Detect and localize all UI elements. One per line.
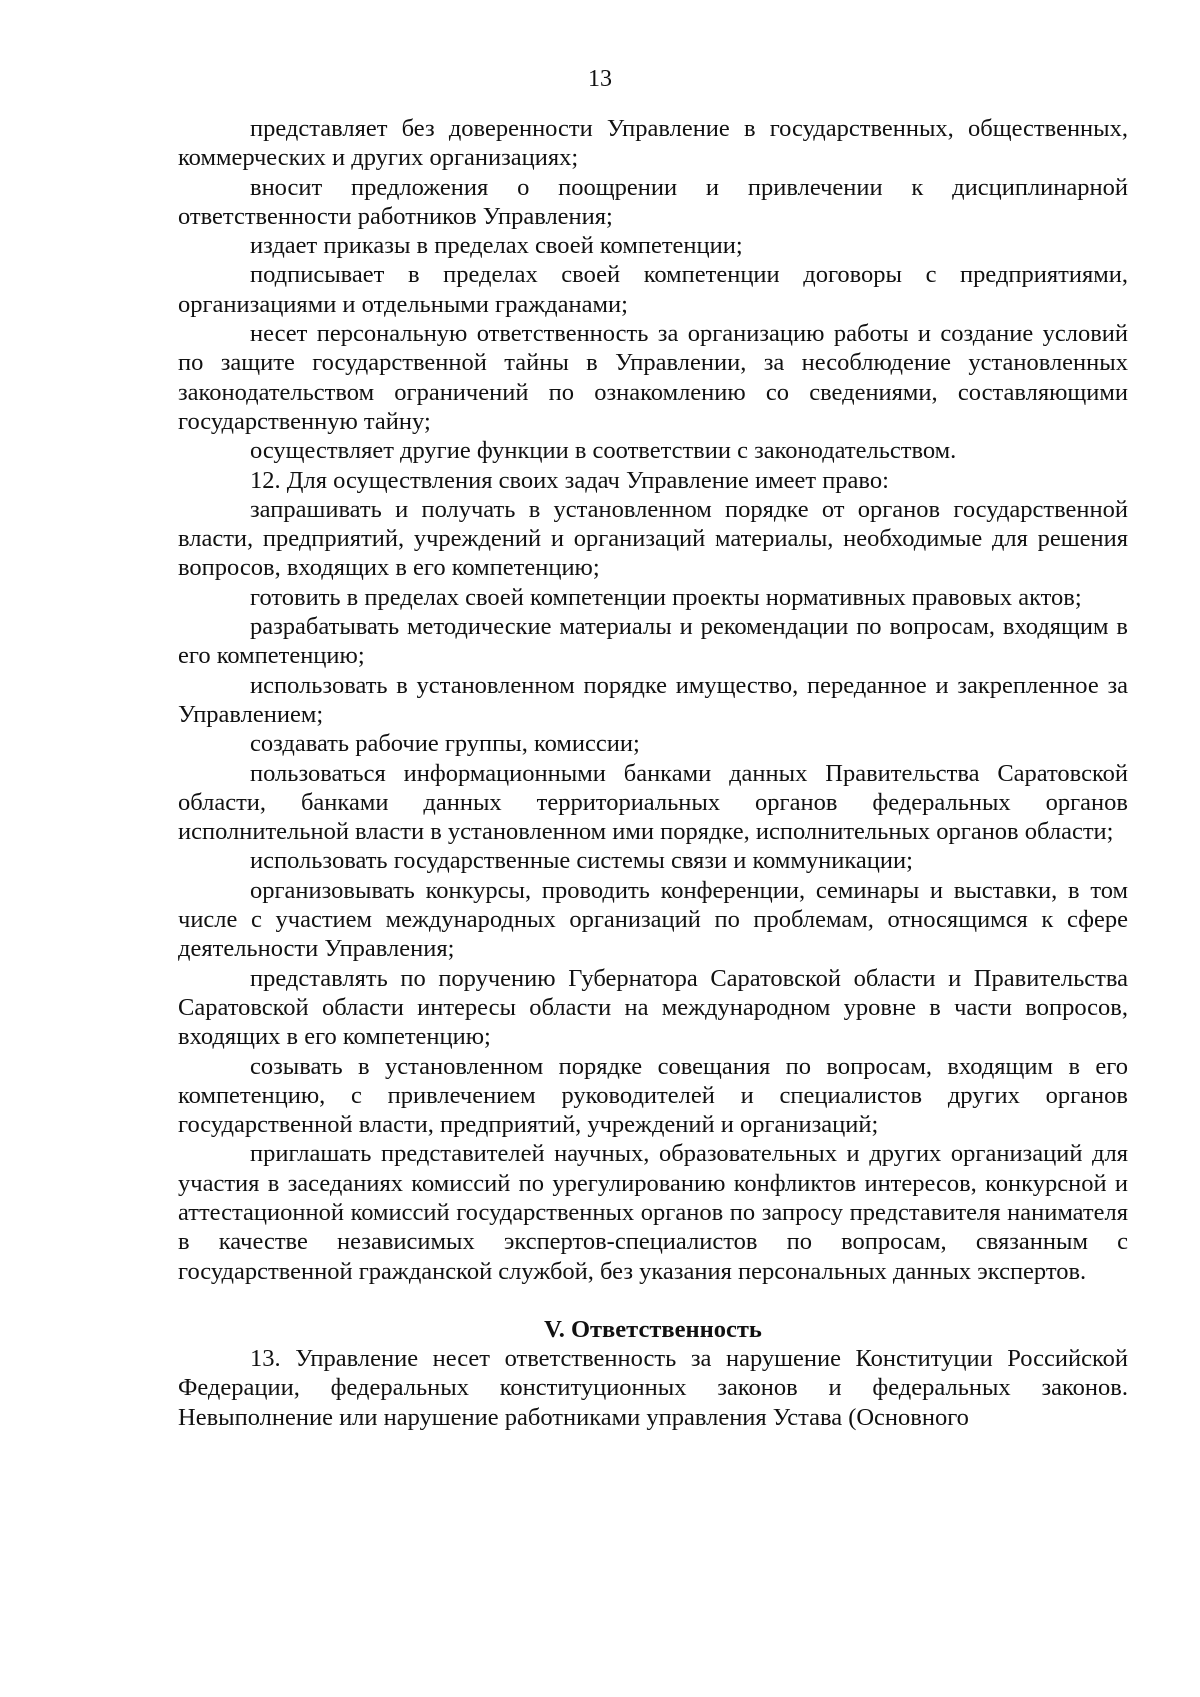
paragraph: готовить в пределах своей компетенции проекты нормативных правовых актов; <box>250 583 1082 611</box>
document-body <box>178 114 1128 1432</box>
paragraph: пользоваться информационными банками данных Правительства Саратовской области, банками данных территориальных органов федеральных органов исполнительной власти в установленном ими порядке, исполнительных органов области; <box>178 759 1128 846</box>
paragraph: осуществляет другие функции в соответствии с законодательством. <box>250 437 957 465</box>
paragraph: несет персональную ответственность за организацию работы и создание условий по защите государственной тайны в Управлении, за несоблюдение установленных законодательством ограничений по ознакомлению со сведениями, составляющими государственную тайну; <box>178 320 1128 435</box>
paragraph: подписывает в пределах своей компетенции договоры с предприятиями, организациями и отдельными гражданами; <box>178 261 1128 318</box>
paragraph: вносит предложения о поощрении и привлечении к дисциплинарной ответственности работников Управления; <box>178 173 1128 230</box>
paragraph: издает приказы в пределах своей компетенции; <box>250 232 743 260</box>
page-number: 13 <box>588 66 612 92</box>
paragraph: запрашивать и получать в установленном порядке от органов государственной власти, предприятий, учреждений и организаций материалы, необходимые для решения вопросов, входящих в его компетенцию; <box>178 495 1128 582</box>
paragraph: использовать государственные системы связи и коммуникации; <box>250 847 913 875</box>
paragraph: представляет без доверенности Управление в государственных, общественных, коммерческих и других организациях; <box>178 115 1128 172</box>
paragraph: разрабатывать методические материалы и рекомендации по вопросам, входящим в его компетенцию; <box>178 613 1128 670</box>
paragraph: 12. Для осуществления своих задач Управление имеет право: <box>250 466 889 494</box>
paragraph: создавать рабочие группы, комиссии; <box>250 730 640 758</box>
paragraph: использовать в установленном порядке имущество, переданное и закрепленное за Управлением; <box>178 671 1128 728</box>
paragraph: представлять по поручению Губернатора Саратовской области и Правительства Саратовской области интересы области на международном уровне в части вопросов, входящих в его компетенцию; <box>178 964 1128 1051</box>
paragraph: созывать в установленном порядке совещания по вопросам, входящим в его компетенцию, с привлечением руководителей и специалистов других органов государственной власти, предприятий, учреждений и организаций; <box>178 1052 1128 1139</box>
paragraph: приглашать представителей научных, образовательных и других организаций для участия в заседаниях комиссий по урегулированию конфликтов интересов, конкурсной и аттестационной комиссий государственных органов по запросу представителя нанимателя в качестве независимых экспертов-специалистов по вопросам, связанным с государственной гражданской службой, без указания персональных данных экспертов. <box>178 1140 1128 1285</box>
paragraph: организовывать конкурсы, проводить конференции, семинары и выставки, в том числе с участием международных организаций по проблемам, относящимся к сфере деятельности Управления; <box>178 876 1128 963</box>
paragraph: 13. Управление несет ответственность за нарушение Конституции Российской Федерации, федеральных конституционных законов и федеральных законов. Невыполнение или нарушение работниками управления Устава (Основного <box>178 1345 1128 1431</box>
section-heading: V. Ответственность <box>544 1315 762 1343</box>
